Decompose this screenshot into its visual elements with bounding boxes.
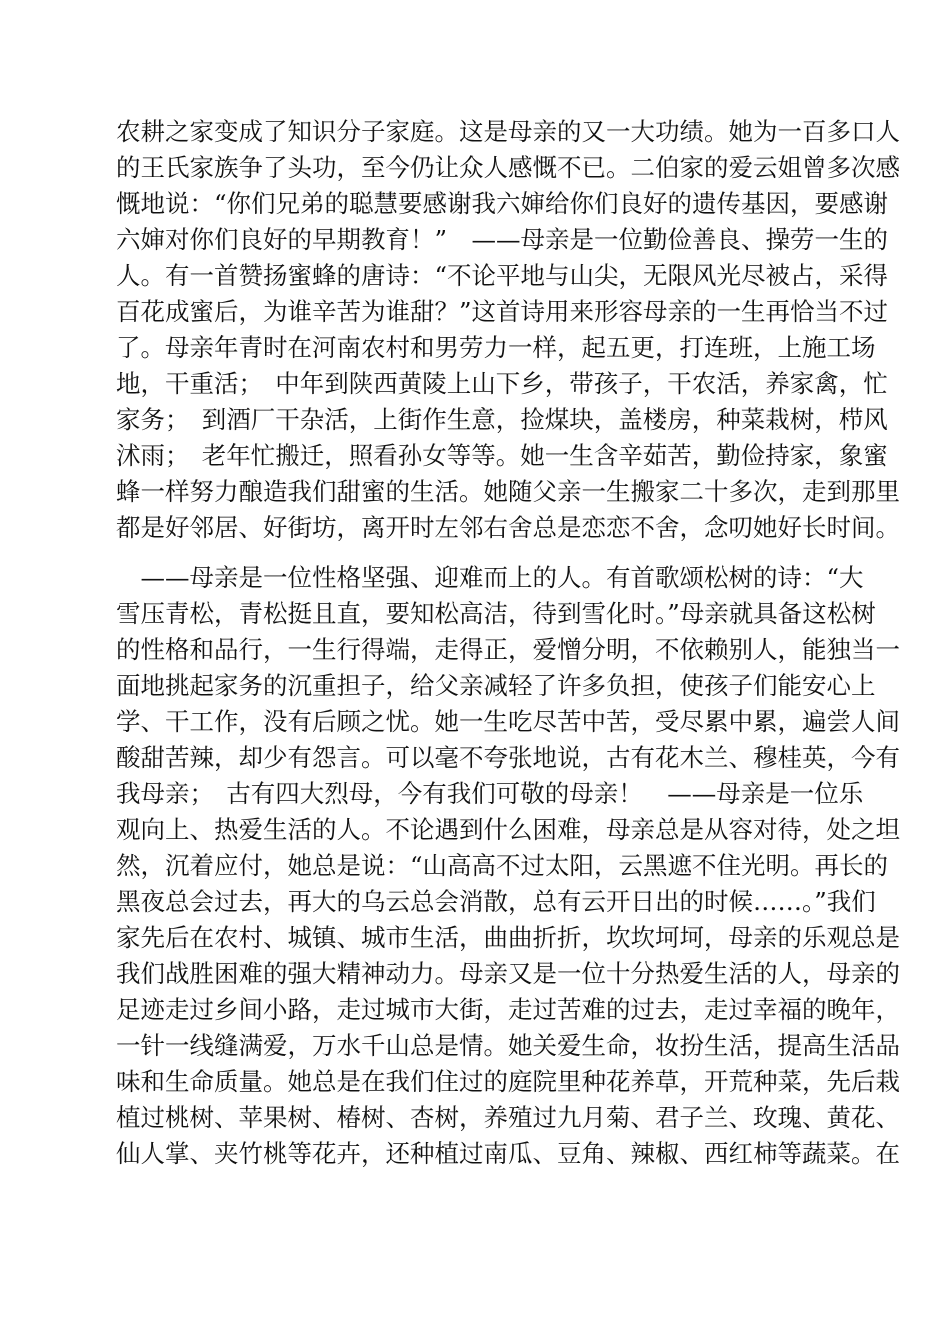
paragraph-line: 我母亲； 古有四大烈母，今有我们可敬的母亲！ ——母亲是一位乐 — [116, 779, 864, 808]
paragraph-line: 足迹走过乡间小路，走过城市大街，走过苦难的过去，走过幸福的晚年， — [116, 995, 900, 1024]
paragraph-line: 观向上、热爱生活的人。不论遇到什么困难，母亲总是从容对待，处之坦 — [116, 815, 900, 844]
paragraph-line: 六婶对你们良好的早期教育！” ——母亲是一位勤俭善良、操劳一生的 — [116, 225, 889, 254]
paragraph-line: 仙人掌、夹竹桃等花卉，还种植过南瓜、豆角、辣椒、西红柿等蔬菜。在 — [116, 1139, 900, 1168]
paragraph-line: 蜂一样努力酿造我们甜蜜的生活。她随父亲一生搬家二十多次，走到那里 — [116, 477, 900, 506]
paragraph-line: 酸甜苦辣，却少有怨言。可以毫不夸张地说，古有花木兰、穆桂英，今有 — [116, 743, 900, 772]
paragraph-line: 都是好邻居、好街坊，离开时左邻右舍总是恋恋不舍，念叨她好长时间。 — [116, 513, 900, 542]
paragraph-line: 面地挑起家务的沉重担子，给父亲减轻了许多负担，使孩子们能安心上 — [116, 671, 876, 700]
paragraph-line: 农耕之家变成了知识分子家庭。这是母亲的又一大功绩。她为一百多口人 — [116, 117, 900, 146]
paragraph-line: 黑夜总会过去，再大的乌云总会消散，总有云开日出的时候……。”我们 — [116, 887, 876, 916]
paragraph-line: 了。母亲年青时在河南农村和男劳力一样，起五更，打连班，上施工场 — [116, 333, 876, 362]
paragraph-line: 我们战胜困难的强大精神动力。母亲又是一位十分热爱生活的人，母亲的 — [116, 959, 900, 988]
paragraph-line: 人。有一首赞扬蜜蜂的唐诗：“不论平地与山尖，无限风光尽被占，采得 — [116, 261, 889, 290]
paragraph-line: 雪压青松，青松挺且直，要知松高洁，待到雪化时。”母亲就具备这松树 — [116, 599, 876, 628]
paragraph-line: 沭雨； 老年忙搬迁，照看孙女等等。她一生含辛茹苦，勤俭持家，象蜜 — [116, 441, 888, 470]
paragraph-2 — [116, 560, 900, 1172]
paragraph-line: ——母亲是一位性格坚强、迎难而上的人。有首歌颂松树的诗：“大 — [116, 563, 864, 592]
paragraph-line: 慨地说：“你们兄弟的聪慧要感谢我六婶给你们良好的遗传基因，要感谢 — [116, 189, 889, 218]
paragraph-line: 植过桃树、苹果树、椿树、杏树，养殖过九月菊、君子兰、玫瑰、黄花、 — [116, 1103, 900, 1132]
paragraph-line: 的性格和品行，一生行得端，走得正，爱憎分明，不依赖别人，能独当一 — [116, 635, 900, 664]
paragraph-line: 百花成蜜后，为谁辛苦为谁甜？”这首诗用来形容母亲的一生再恰当不过 — [116, 297, 889, 326]
paragraph-line: 的王氏家族争了头功，至今仍让众人感慨不已。二伯家的爱云姐曾多次感 — [116, 153, 900, 182]
paragraph-line: 家务； 到酒厂干杂活，上街作生意，捡煤块，盖楼房，种菜栽树，栉风 — [116, 405, 888, 434]
paragraph-line: 然，沉着应付，她总是说：“山高高不过太阳，云黑遮不住光明。再长的 — [116, 851, 889, 880]
paragraph-line: 家先后在农村、城镇、城市生活，曲曲折折，坎坎坷坷，母亲的乐观总是 — [116, 923, 900, 952]
paragraph-line: 地，干重活； 中年到陕西黄陵上山下乡，带孩子，干农活，养家禽，忙 — [116, 369, 888, 398]
paragraph-line: 味和生命质量。她总是在我们住过的庭院里种花养草，开荒种菜，先后栽 — [116, 1067, 900, 1096]
paragraph-line: 学、干工作，没有后顾之忧。她一生吃尽苦中苦，受尽累中累，遍尝人间 — [116, 707, 900, 736]
paragraph-line: 一针一线缝满爱，万水千山总是情。她关爱生命，妆扮生活，提高生活品 — [116, 1031, 900, 1060]
paragraph-1 — [116, 114, 900, 546]
